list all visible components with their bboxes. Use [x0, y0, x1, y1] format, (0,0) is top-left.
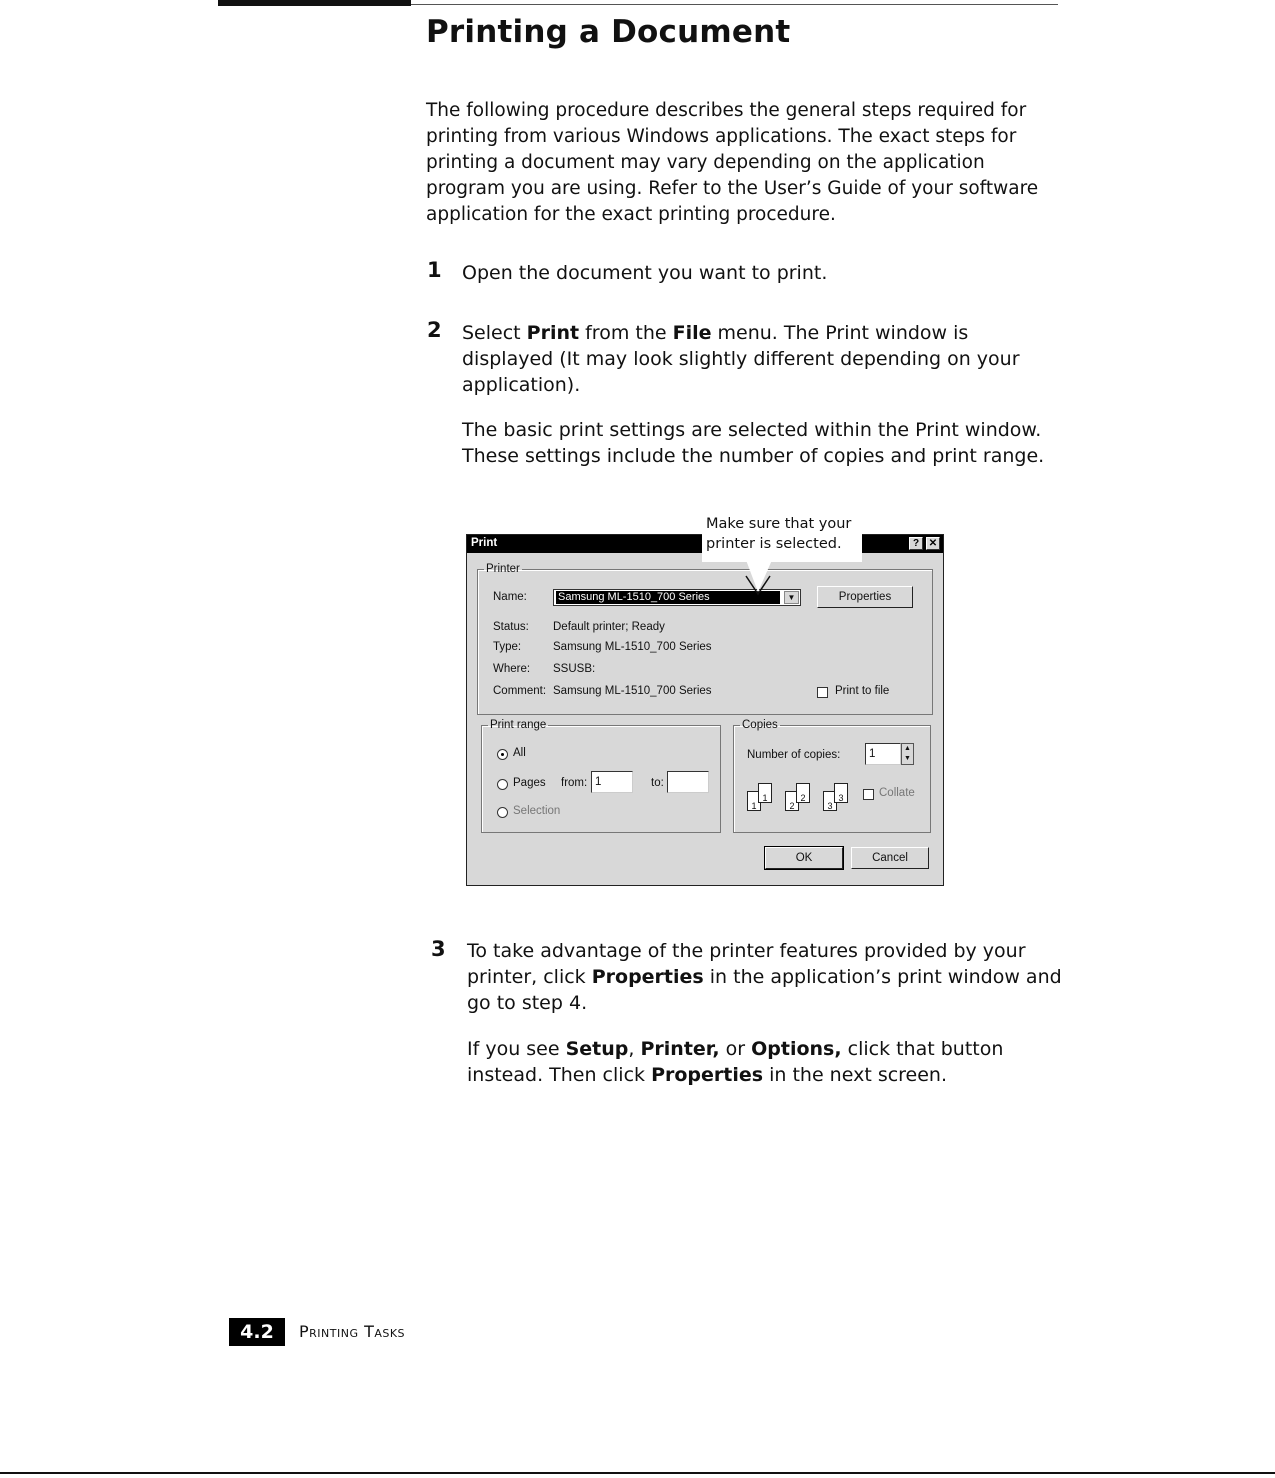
header-rule-thick: [218, 0, 411, 6]
callout-pointer-icon: [740, 560, 780, 602]
where-label: Where:: [493, 663, 531, 675]
collate-page-icon: 3: [823, 791, 837, 811]
pages-radio[interactable]: [497, 779, 508, 790]
copies-group: [733, 719, 931, 833]
where-value: SSUSB:: [553, 663, 596, 675]
section-name: Printing Tasks: [299, 1322, 406, 1341]
all-radio[interactable]: [497, 749, 508, 760]
status-label: Status:: [493, 621, 529, 633]
collate-label: Collate: [879, 787, 915, 799]
collate-checkbox[interactable]: [863, 789, 874, 800]
dialog-title: Print: [471, 537, 498, 549]
all-label: All: [513, 747, 526, 759]
name-label: Name:: [493, 591, 527, 603]
print-to-file-label: Print to file: [835, 685, 890, 697]
callout-line-2: printer is selected.: [706, 536, 842, 552]
step-3-note: If you see Setup, Printer, or Options, click that button instead. Then click Properties in the next screen.: [467, 1038, 1004, 1086]
copies-group-label: Copies: [742, 719, 778, 731]
collate-page-icon: 1: [747, 791, 761, 811]
from-input[interactable]: 1: [591, 771, 633, 793]
ok-button[interactable]: OK: [765, 847, 843, 869]
printer-group-label: Printer: [486, 563, 520, 575]
number-of-copies-label: Number of copies:: [747, 749, 841, 761]
bottom-rule: [0, 1472, 1275, 1474]
copies-spinner[interactable]: ▲ ▼: [901, 743, 914, 765]
selection-radio[interactable]: [497, 807, 508, 818]
close-icon[interactable]: ✕: [926, 537, 940, 550]
selection-label: Selection: [513, 805, 561, 817]
chevron-down-icon[interactable]: ▼: [784, 591, 799, 604]
to-label: to:: [651, 777, 664, 789]
print-range-label: Print range: [490, 719, 547, 731]
step-3-text: To take advantage of the printer features provided by your printer, click Properties in the application’s print window and go to step 4.: [467, 940, 1062, 1014]
collate-page-icon: 3: [834, 783, 848, 803]
copies-input[interactable]: 1: [865, 743, 901, 765]
step-2-text: Select Print from the File menu. The Print window is displayed (It may look slightly different depending on your application).: [462, 322, 1020, 396]
printer-name-value: Samsung ML-1510_700 Series: [556, 591, 780, 604]
print-to-file-checkbox[interactable]: [817, 687, 828, 698]
page-number-badge: 4.2: [229, 1318, 285, 1346]
page-title: Printing a Document: [426, 14, 791, 50]
help-icon[interactable]: ?: [909, 537, 923, 550]
collate-page-icon: 2: [796, 783, 810, 803]
callout-line-1: Make sure that your: [706, 516, 852, 532]
intro-paragraph: The following procedure describes the general steps required for printing from various Windows applications. The exact steps for printing a document may vary depending on the application program you are using. Refer to the User’s Guide of your software application for the exact printing procedure.: [426, 100, 1039, 225]
properties-button[interactable]: Properties: [817, 586, 913, 608]
collate-page-icon: 1: [758, 783, 772, 803]
header-rule-thin: [411, 4, 1058, 5]
collate-page-icon: 2: [785, 791, 799, 811]
step-1-number: 1: [427, 258, 442, 282]
step-3-number: 3: [431, 937, 446, 961]
comment-label: Comment:: [493, 685, 547, 697]
type-label: Type:: [493, 641, 522, 653]
pages-label: Pages: [513, 777, 546, 789]
cancel-button[interactable]: Cancel: [851, 847, 929, 869]
comment-value: Samsung ML-1510_700 Series: [553, 685, 712, 697]
from-label: from:: [561, 777, 588, 789]
step-2-number: 2: [427, 318, 442, 342]
to-input[interactable]: [667, 771, 709, 793]
callout-box: [702, 514, 862, 562]
step-1-text: Open the document you want to print.: [462, 262, 828, 284]
print-dialog: [466, 534, 944, 886]
step-2-note: The basic print settings are selected within the Print window. These settings include the number of copies and print range.: [462, 419, 1045, 467]
type-value: Samsung ML-1510_700 Series: [553, 641, 712, 653]
status-value: Default printer; Ready: [553, 621, 665, 633]
